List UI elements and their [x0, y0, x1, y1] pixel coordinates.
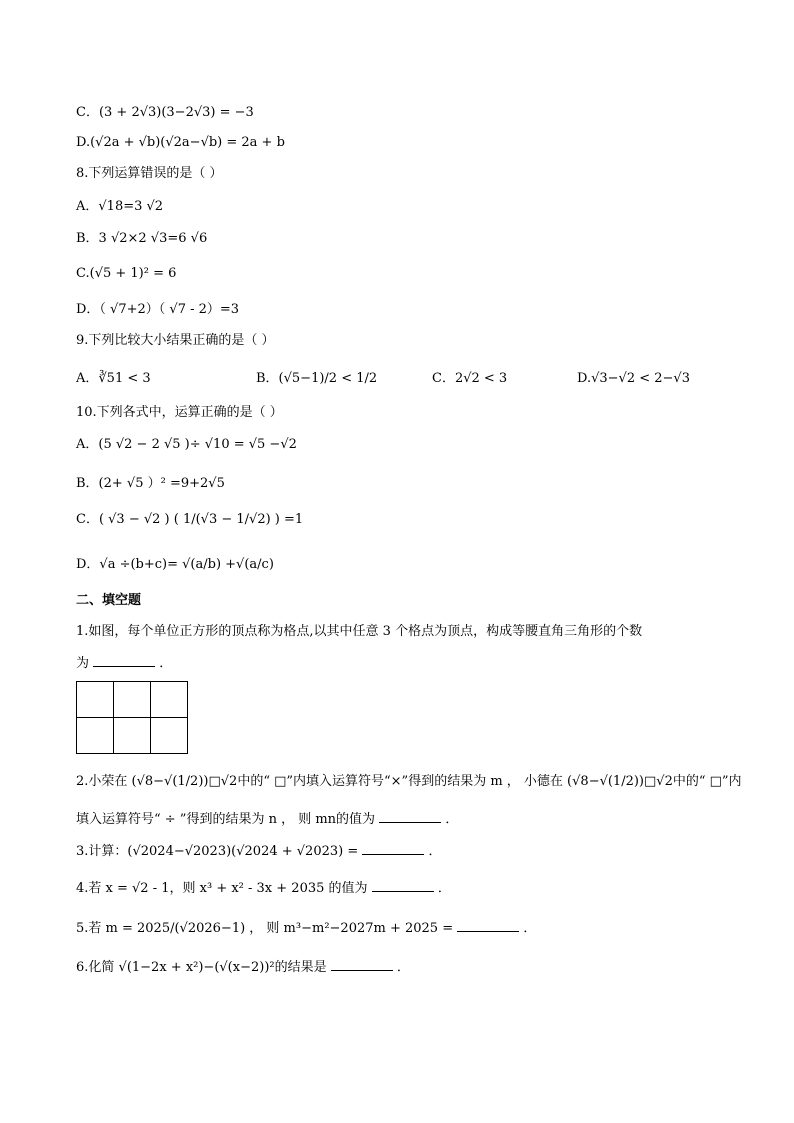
option-10d: D．√a ÷(b+c)= √(a/b) +√(a/c) — [76, 557, 274, 572]
lattice-grid-figure — [76, 681, 188, 754]
fill-2-line-1: 2.小荣在 (√8−√(1/2))□√2中的“ □”内填入运算符号“×”得到的结果为 m ， 小德在 (√8−√(1/2))□√2中的“ □”内 — [76, 774, 742, 789]
answer-blank-4[interactable] — [372, 880, 434, 892]
option-8a: A．√18=3 √2 — [76, 199, 164, 214]
option-7d: D.(√2a + √b)(√2a−√b) = 2a + b — [76, 135, 285, 150]
option-8b: B．3 √2×2 √3=6 √6 — [76, 231, 208, 246]
fill-2-line-2 — [76, 811, 458, 828]
answer-blank-5[interactable] — [457, 920, 519, 932]
period: ． — [396, 960, 410, 975]
period: ． — [159, 656, 173, 671]
fill-1-line-1: 1.如图，每个单位正方形的顶点称为格点,以其中任意 3 个格点为顶点，构成等腰直角三角形的个数 — [76, 624, 643, 639]
answer-blank-2[interactable] — [379, 811, 441, 823]
fill-1-prefix: 为 — [76, 656, 90, 671]
fill-5 — [76, 920, 536, 937]
option-9b: B．(√5−1)/2 < 1/2 — [256, 371, 378, 386]
period: ． — [428, 844, 442, 859]
question-9: 9.下列比较大小结果正确的是（ ） — [76, 333, 275, 348]
fill-3-text: 3.计算：(√2024−√2023)(√2024 + √2023) = — [76, 844, 359, 859]
option-8c: C.(√5 + 1)² = 6 — [76, 266, 177, 281]
answer-blank-6[interactable] — [331, 959, 393, 971]
fill-4 — [76, 880, 451, 897]
option-10a: A．(5 √2 − 2 √5 )÷ √10 = √5 −√2 — [76, 437, 297, 452]
section-title-fill-in: 二、填空题 — [76, 593, 142, 608]
option-9d: D.√3−√2 < 2−√3 — [577, 371, 690, 386]
period: ． — [523, 921, 537, 936]
fill-6-text: 6.化简 √(1−2x + x²)−(√(x−2))²的结果是 — [76, 960, 327, 975]
option-10b: B．(2+ √5 ）² =9+2√5 — [76, 476, 225, 491]
fill-3 — [76, 843, 442, 860]
fill-2-text: 填入运算符号“ ÷ ”得到的结果为 n ， 则 mn的值为 — [76, 812, 376, 827]
fill-5-text: 5.若 m = 2025/(√2026−1) ， 则 m³−m²−2027m + 2025 = — [76, 921, 454, 936]
fill-1-line-2 — [76, 655, 172, 672]
answer-blank-3[interactable] — [362, 843, 424, 855]
question-8: 8.下列运算错误的是（ ） — [76, 166, 223, 181]
answer-blank-1[interactable] — [93, 655, 155, 667]
question-10: 10.下列各式中，运算正确的是（ ） — [76, 405, 283, 420]
period: ． — [445, 812, 459, 827]
fill-6 — [76, 959, 410, 976]
fill-4-text: 4.若 x = √2 - 1，则 x³ + x² - 3x + 2035 的值为 — [76, 881, 368, 896]
option-7c: C．(3 + 2√3)(3−2√3) = −3 — [76, 105, 254, 120]
option-10c: C．( √3 − √2 ) ( 1/(√3 − 1/√2) ) =1 — [76, 512, 304, 527]
period: ． — [437, 881, 451, 896]
option-9a: A．∛51 < 3 — [76, 371, 151, 386]
option-8d: D．（ √7+2）（ √7 - 2）=3 — [76, 302, 240, 317]
option-9c: C．2√2 < 3 — [432, 371, 508, 386]
